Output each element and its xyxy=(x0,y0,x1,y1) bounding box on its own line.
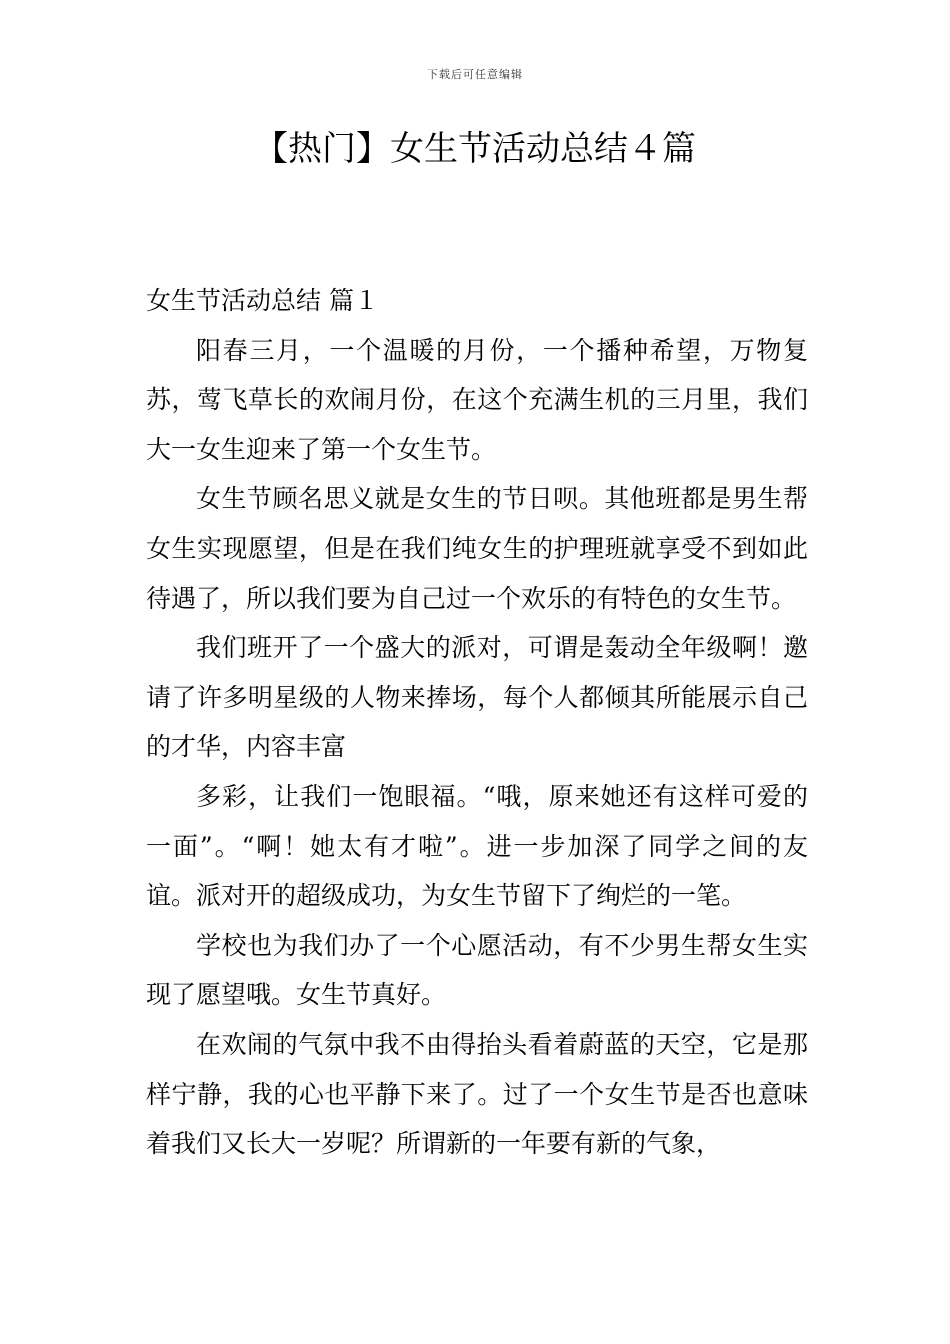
paragraph: 阳春三月，一个温暖的月份，一个播种希望，万物复苏，莺飞草长的欢闹月份，在这个充满生机的三月里，我们大一女生迎来了第一个女生节。 xyxy=(146,335,808,464)
document-body xyxy=(146,276,808,1169)
paragraph: 多彩，让我们一饱眼福。“哦，原来她还有这样可爱的一面”。“啊！她太有才啦”。进一步加深了同学之间的友谊。派对开的超级成功，为女生节留下了绚烂的一笔。 xyxy=(146,781,808,911)
header-note: 下载后可任意编辑 xyxy=(427,68,523,81)
paragraph: 在欢闹的气氛中我不由得抬头看着蔚蓝的天空，它是那样宁静，我的心也平静下来了。过了一个女生节是否也意味着我们又长大一岁呢？所谓新的一年要有新的气象， xyxy=(146,1029,808,1159)
paragraph: 我们班开了一个盛大的派对，可谓是轰动全年级啊！邀请了许多明星级的人物来捧场，每个人都倾其所能展示自己的才华，内容丰富 xyxy=(146,633,808,762)
paragraph: 学校也为我们办了一个心愿活动，有不少男生帮女生实现了愿望哦。女生节真好。 xyxy=(146,930,808,1010)
section-heading: 女生节活动总结 篇１ xyxy=(146,286,379,315)
paragraph: 女生节顾名思义就是女生的节日呗。其他班都是男生帮女生实现愿望，但是在我们纯女生的护理班就享受不到如此待遇了，所以我们要为自己过一个欢乐的有特色的女生节。 xyxy=(146,484,808,613)
document-title: 【热门】女生节活动总结４篇 xyxy=(254,129,696,169)
